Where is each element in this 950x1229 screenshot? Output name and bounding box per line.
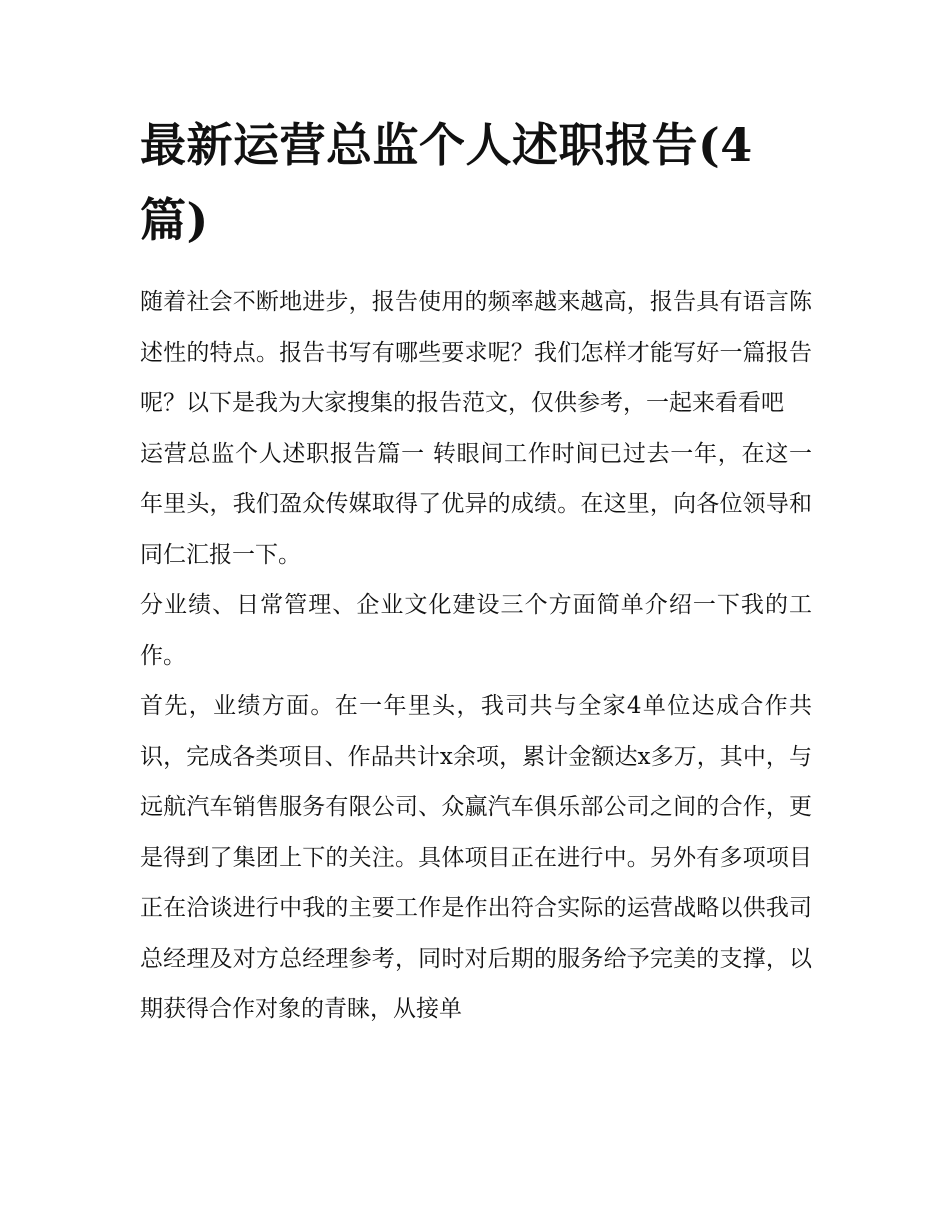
paragraph-report-one-opening: 运营总监个人述职报告篇一 转眼间工作时间已过去一年，在这一年里头，我们盈众传媒取得了优异的成绩。在这里，向各位领导和同仁汇报一下。 bbox=[140, 440, 812, 568]
paragraph-performance: 首先，业绩方面。在一年里头，我司共与全家4单位达成合作共识，完成各类项目、作品共计x余项，累计金额达x多万，其中，与远航汽车销售服务有限公司、众赢汽车俱乐部公司之间的合作，更是得到了集团上下的关注。具体项目正在进行中。另外有多项项目正在洽谈进行中我的主要工作是作出符合实际的运营战略以供我司总经理及对方总经理参考，同时对后期的服务给予完美的支撑，以期获得合作对象的青睐，从接单 bbox=[140, 693, 812, 1023]
document-title: 最新运营总监个人述职报告(4篇) bbox=[140, 118, 753, 247]
paragraph-outline: 分业绩、日常管理、企业文化建设三个方面简单介绍一下我的工作。 bbox=[140, 592, 812, 669]
paragraph-intro: 随着社会不断地进步，报告使用的频率越来越高，报告具有语言陈述性的特点。报告书写有哪些要求呢？我们怎样才能写好一篇报告呢？以下是我为大家搜集的报告范文，仅供参考，一起来看看吧 bbox=[140, 289, 812, 417]
